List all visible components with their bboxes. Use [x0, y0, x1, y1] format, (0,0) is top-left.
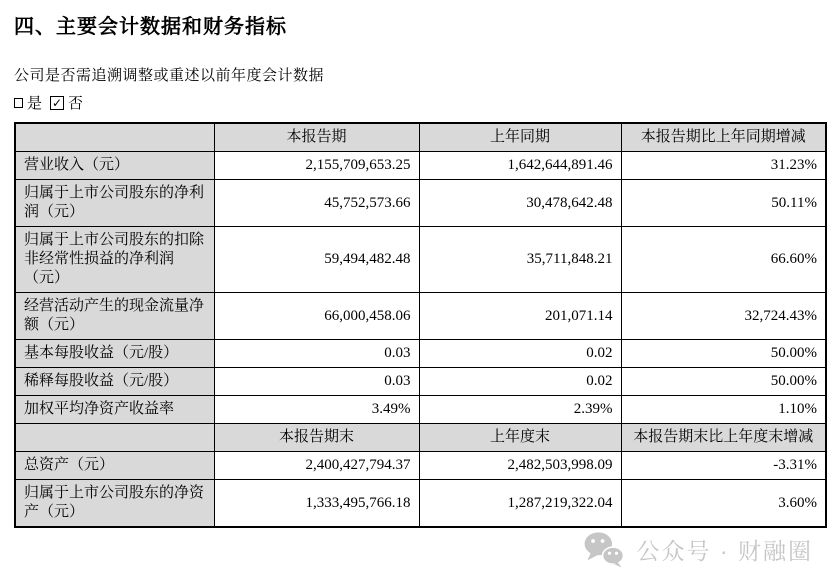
col-header-prior-year-end: 上年度末 [419, 424, 621, 452]
watermark-text: 公众号 · 财融圈 [636, 538, 813, 564]
cell-prior: 2.39% [419, 396, 621, 424]
cell-change: 1.10% [621, 396, 826, 424]
cell-prior: 0.02 [419, 340, 621, 368]
cell-prior: 201,071.14 [419, 293, 621, 340]
financial-indicators-table [14, 122, 827, 528]
header-row-period-end [15, 424, 826, 452]
cell-change: 50.00% [621, 368, 826, 396]
row-label-diluted-eps: 稀释每股收益（元/股） [15, 368, 214, 396]
table-row [15, 227, 826, 293]
section-title: 四、主要会计数据和财务指标 [14, 16, 287, 38]
col-header-period-end-change: 本报告期末比上年度末增减 [621, 424, 826, 452]
cell-change: 50.00% [621, 340, 826, 368]
table-row [15, 293, 826, 340]
cell-change: 32,724.43% [621, 293, 826, 340]
cell-change: -3.31% [621, 452, 826, 480]
cell-current: 66,000,458.06 [214, 293, 419, 340]
row-label-weighted-avg-roe: 加权平均净资产收益率 [15, 396, 214, 424]
restatement-options [14, 92, 83, 113]
row-label-operating-cash-flow: 经营活动产生的现金流量净额（元） [15, 293, 214, 340]
row-label-net-profit-excl-nonrecurring: 归属于上市公司股东的扣除非经常性损益的净利润（元） [15, 227, 214, 293]
checkbox-no-label: 否 [68, 96, 84, 112]
row-label-basic-eps: 基本每股收益（元/股） [15, 340, 214, 368]
cell-prior: 30,478,642.48 [419, 180, 621, 227]
cell-change: 31.23% [621, 152, 826, 180]
table-row [15, 368, 826, 396]
checkbox-empty-icon [14, 98, 23, 108]
cell-prior: 1,287,219,322.04 [419, 480, 621, 528]
table-row [15, 180, 826, 227]
watermark [583, 531, 813, 568]
cell-prior: 0.02 [419, 368, 621, 396]
table-row [15, 340, 826, 368]
row-label-net-profit: 归属于上市公司股东的净利润（元） [15, 180, 214, 227]
cell-current: 3.49% [214, 396, 419, 424]
cell-current: 2,400,427,794.37 [214, 452, 419, 480]
cell-current: 0.03 [214, 340, 419, 368]
col-header-current-period: 本报告期 [214, 123, 419, 152]
cell-current: 59,494,482.48 [214, 227, 419, 293]
restatement-question: 公司是否需追溯调整或重述以前年度会计数据 [14, 68, 325, 84]
corner-cell [15, 424, 214, 452]
cell-change: 66.60% [621, 227, 826, 293]
col-header-period-change: 本报告期比上年同期增减 [621, 123, 826, 152]
cell-change: 50.11% [621, 180, 826, 227]
row-label-net-assets: 归属于上市公司股东的净资产（元） [15, 480, 214, 528]
cell-change: 3.60% [621, 480, 826, 528]
cell-current: 0.03 [214, 368, 419, 396]
wechat-icon [583, 531, 625, 568]
cell-current: 1,333,495,766.18 [214, 480, 419, 528]
cell-prior: 35,711,848.21 [419, 227, 621, 293]
row-label-revenue: 营业收入（元） [15, 152, 214, 180]
col-header-current-period-end: 本报告期末 [214, 424, 419, 452]
checkbox-no[interactable] [50, 92, 83, 113]
checkbox-yes-label: 是 [27, 96, 43, 112]
cell-prior: 1,642,644,891.46 [419, 152, 621, 180]
cell-prior: 2,482,503,998.09 [419, 452, 621, 480]
header-row-period [15, 123, 826, 152]
checkbox-yes[interactable] [14, 92, 42, 113]
cell-current: 45,752,573.66 [214, 180, 419, 227]
table-row [15, 396, 826, 424]
table-row [15, 152, 826, 180]
corner-cell [15, 123, 214, 152]
cell-current: 2,155,709,653.25 [214, 152, 419, 180]
row-label-total-assets: 总资产（元） [15, 452, 214, 480]
col-header-prior-period: 上年同期 [419, 123, 621, 152]
table-row [15, 452, 826, 480]
table-row [15, 480, 826, 528]
checkbox-checked-icon: ✓ [51, 95, 63, 110]
